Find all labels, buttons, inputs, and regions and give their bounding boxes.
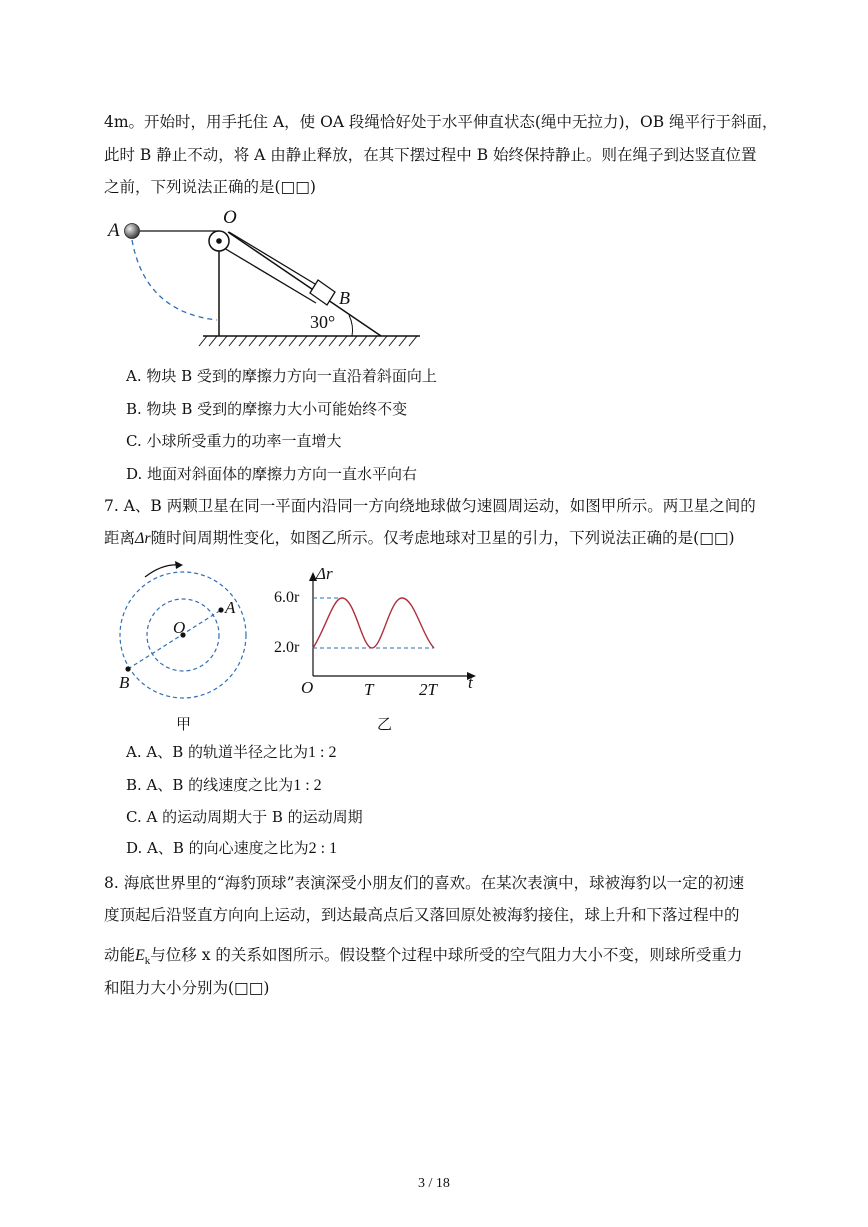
q6-angle-label: 30° [310,312,336,332]
q6-option-c: C. 小球所受重力的功率一直增大 [126,432,342,450]
q7-jia-label-b: B [119,673,130,692]
q7-yi-tick-2t: 2T [419,680,437,699]
page-number: 3 / 18 [418,1176,450,1191]
q6-text-line-2: 此时 B 静止不动，将 A 由静止释放，在其下摆过程中 B 始终保持静止。则在绳子到达竖直位置 [104,146,757,164]
q7-jia-label-o: O [173,618,186,637]
q6-label-a: A [108,220,120,241]
ek-symbol: E [135,947,145,964]
delta-r-symbol: Δr [135,530,151,547]
q7-jia-label-a: A [225,598,236,617]
q7-yi-caption: 乙 [377,715,393,733]
q6-option-d: D. 地面对斜面体的摩擦力方向一直水平向右 [126,465,418,483]
q6-option-b: B. 物块 B 受到的摩擦力大小可能始终不变 [126,400,408,418]
q6-text-line-1: 4m。开始时，用手托住 A，使 OA 段绳恰好处于水平伸直状态(绳中无拉力)，OB 绳平行于斜面， [104,113,778,131]
q6-label-b: B [339,288,350,308]
q8-text-line-3: 动能$E_k$与位移 x 的关系如图所示。假设整个过程中球所受的空气阻力大小不变，则球所受重力 [104,946,743,968]
q7-yi-low-value: 2.0r [274,639,300,656]
q7-text-line-2: 距离Δr随时间周期性变化，如图乙所示。仅考虑地球对卫星的引力，下列说法正确的是(□□) [104,529,735,547]
q8-text-line-2: 度顶起后沿竖直方向向上运动，到达最高点后又落回原处被海豹接住，球上升和下落过程中的 [104,906,740,924]
q7-option-d: D. A、B 的向心速度之比为2 : 1 [126,839,338,857]
q8-text-line-1: 8. 海底世界里的“海豹顶球”表演深受小朋友们的喜欢。在某次表演中，球被海豹以一定的初速 [104,874,745,892]
q6-text-line-3: 之前，下列说法正确的是(□□) [104,178,316,196]
q6-option-a: A. 物块 B 受到的摩擦力方向一直沿着斜面向上 [126,367,437,385]
q7-yi-high-value: 6.0r [274,589,300,606]
q7-option-a: A. A、B 的轨道半径之比为1 : 2 [126,743,337,761]
q7-option-c: C. A 的运动周期大于 B 的运动周期 [126,808,363,826]
q7-text-line-1: 7. A、B 两颗卫星在同一平面内沿同一方向绕地球做匀速圆周运动，如图甲所示。两卫星之间的 [104,497,756,515]
q7-jia-caption: 甲 [176,715,192,733]
q7-yi-x-axis-label: t [468,673,473,692]
q8-text-line-4: 和阻力大小分别为(□□) [104,979,270,997]
q7-yi-origin: O [301,678,314,697]
q6-label-o: O [223,207,237,228]
q7-option-b: B. A、B 的线速度之比为1 : 2 [126,776,322,794]
q7-yi-tick-t: T [364,680,374,699]
q7-yi-y-axis-label: Δr [316,564,333,583]
